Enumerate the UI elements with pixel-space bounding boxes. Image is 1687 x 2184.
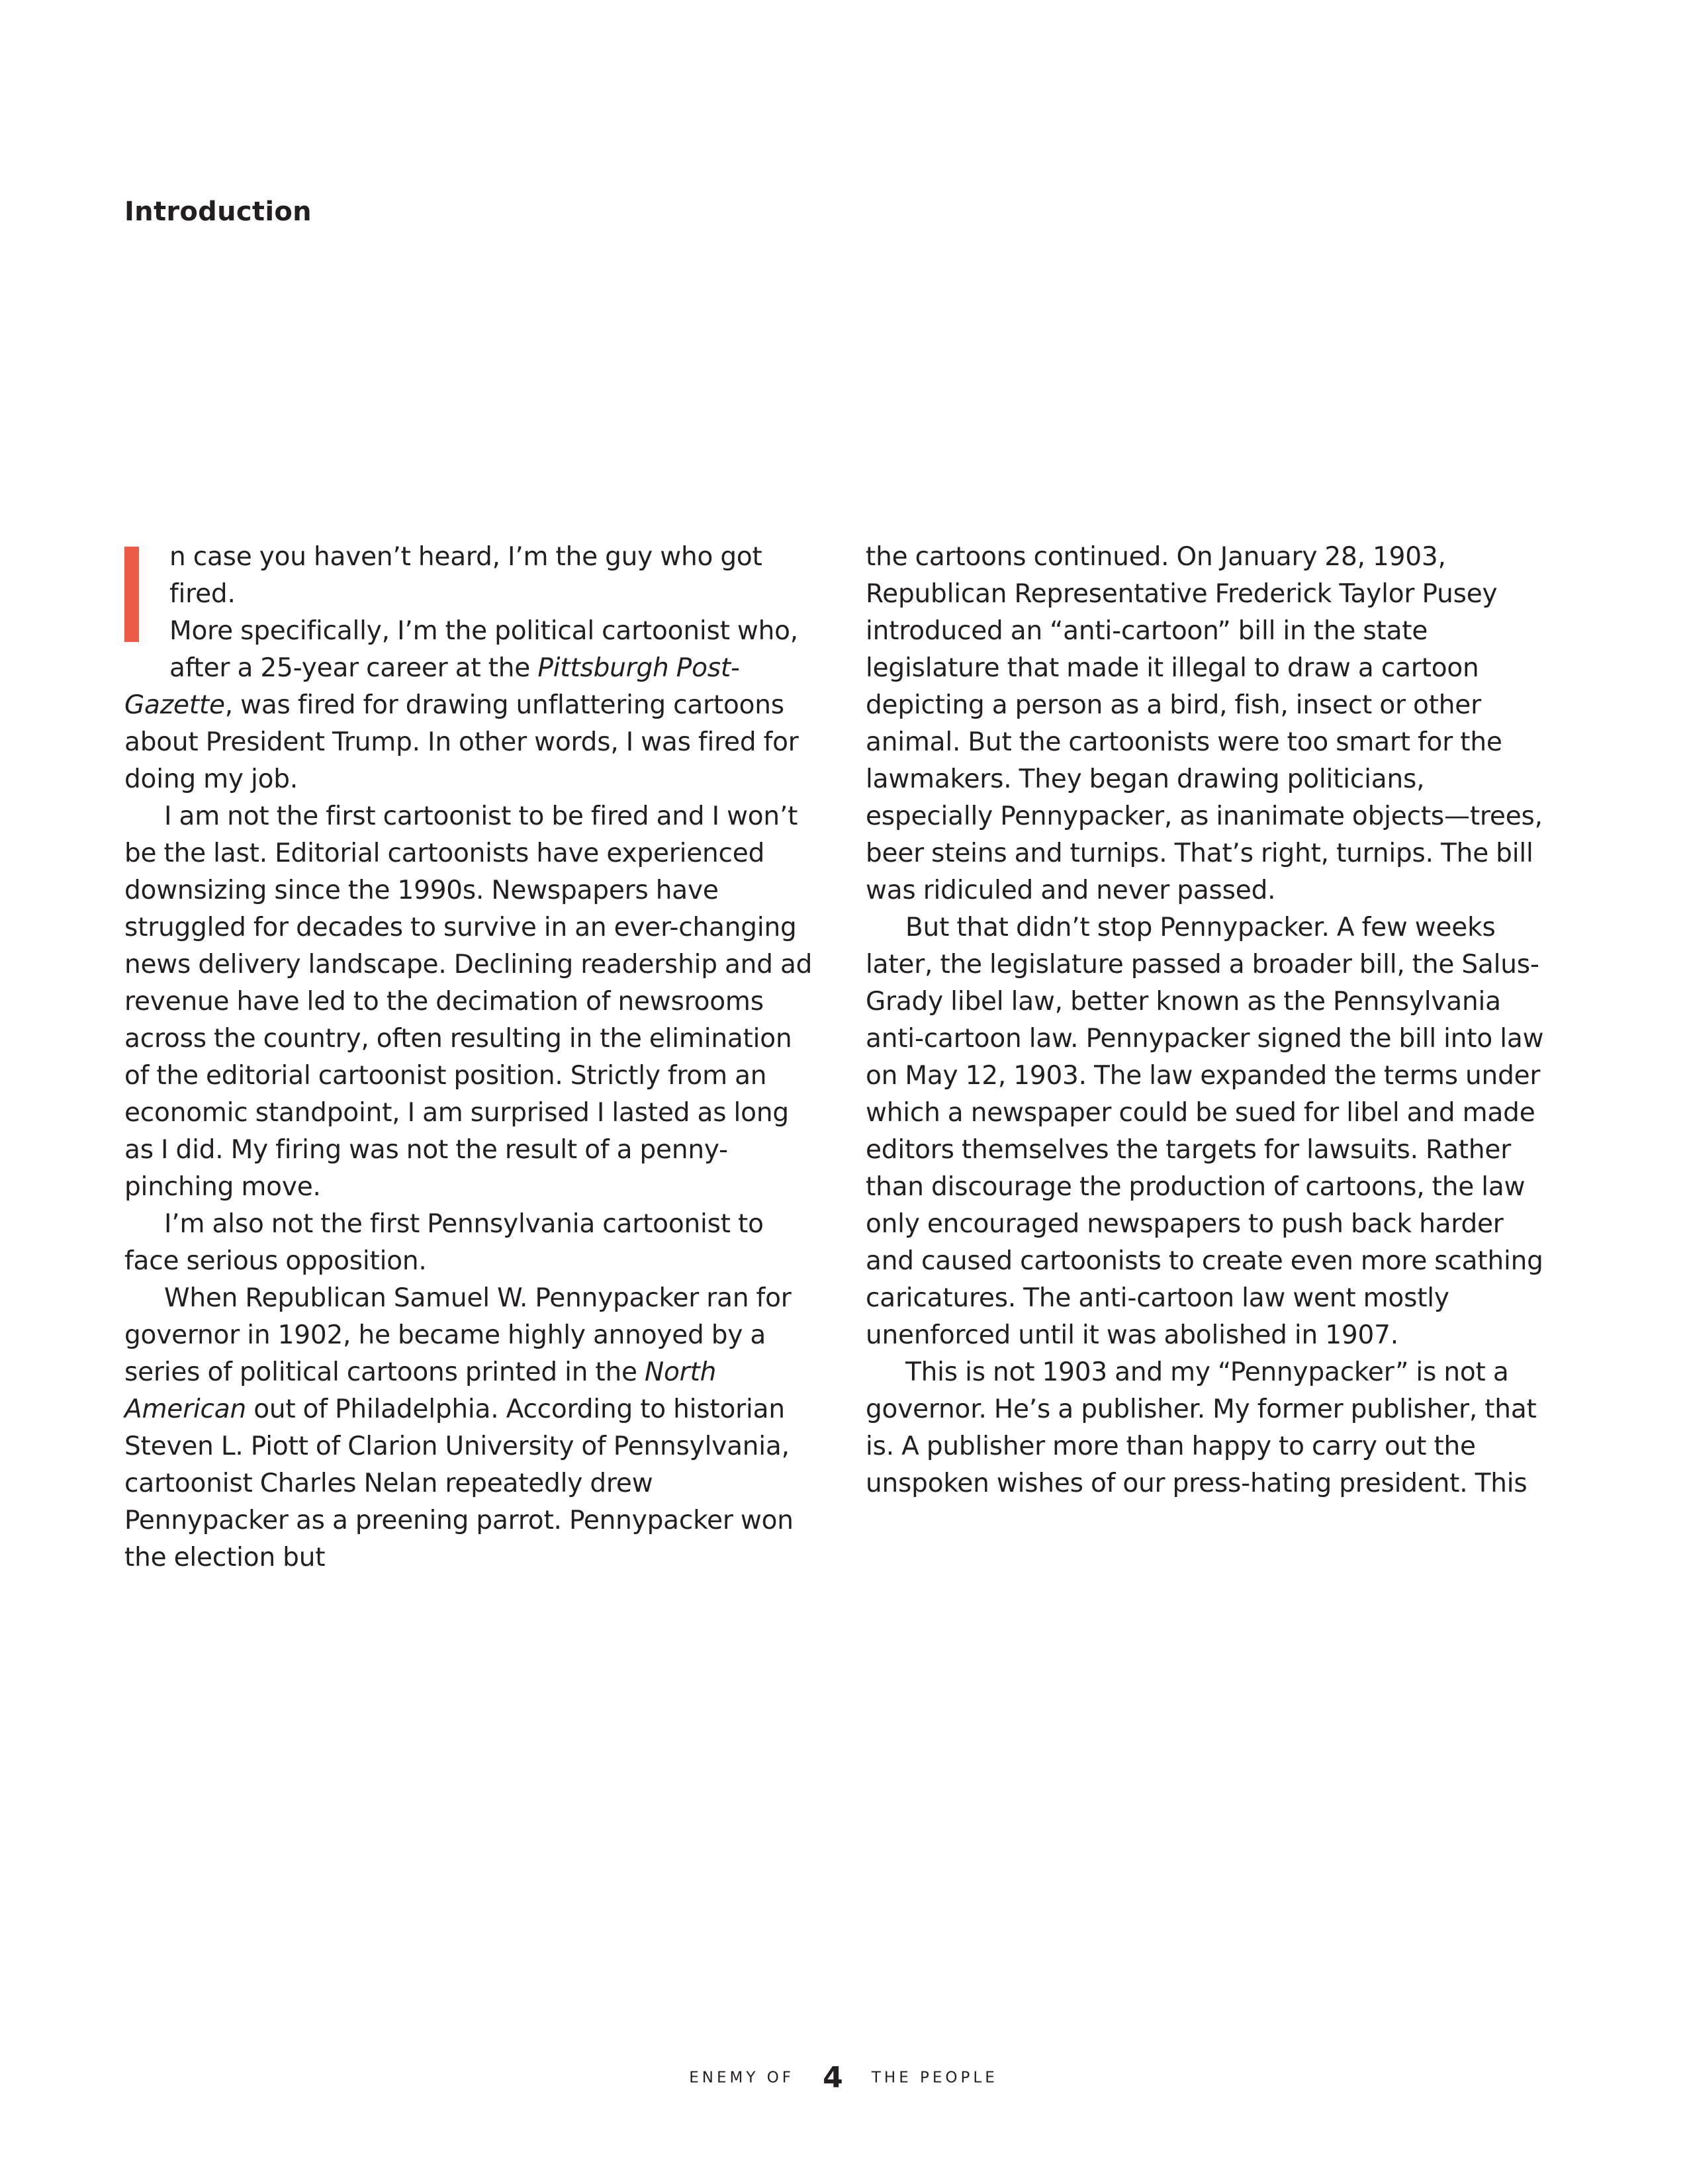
page-footer bbox=[0, 2061, 1687, 2095]
paragraph-4-text-a: When Republican Samuel W. Pennypacker ran for governor in 1902, he became highly annoyed by a series of political cartoons printed in the bbox=[124, 1283, 792, 1387]
right-column bbox=[866, 539, 1558, 1502]
opening-rest bbox=[124, 687, 817, 798]
paragraph-3: I’m also not the first Pennsylvania cartoonist to face serious opposition. bbox=[124, 1209, 764, 1276]
left-column bbox=[124, 539, 817, 1576]
drop-cap-bar bbox=[124, 547, 139, 642]
newspaper-title-part1: Pittsburgh Post- bbox=[537, 653, 740, 683]
page-number: 4 bbox=[823, 2061, 843, 2095]
paragraph-2: I am not the first cartoonist to be fired and I won’t be the last. Editorial cartoonists have experienced downsizing since the 1990s. Newspapers have struggled for decades to survive in an ever-changing news delivery landscape. Declining readership and ad revenue have led to the decimation of newsrooms across the country, often resulting in the elimination of the editorial cartoonist position. Strictly from an economic standpoint, I am surprised I lasted as long as I did. My firing was not the result of a penny-pinching move. bbox=[124, 801, 813, 1202]
opening-line-2: More specifically, I’m the political cartoonist who, bbox=[169, 616, 798, 646]
paragraph-4-text-b: out of Philadelphia. According to historian Steven L. Piott of Clarion University of Pennsylvania, cartoonist Charles Nelan repeatedly drew Pennypacker as a preening parrot. Pennypacker won the election but bbox=[124, 1394, 794, 1572]
paragraph-5: the cartoons continued. On January 28, 1903, Republican Representative Frederick Taylor Pusey introduced an “anti-cartoon” bill in the state legislature that made it illegal to draw a cartoon depicting a person as a bird, fish, insect or other animal. But the cartoonists were too smart for the lawmakers. They began drawing politicians, especially Pennypacker, as inanimate objects—trees, beer steins and turnips. That’s right, turnips. The bill was ridiculed and never passed. bbox=[866, 542, 1543, 905]
running-title-left: ENEMY OF bbox=[689, 2069, 795, 2087]
opening-line-3 bbox=[169, 650, 817, 687]
paragraph-6: But that didn’t stop Pennypacker. A few weeks later, the legislature passed a broader bill, the Salus-Grady libel law, better known as the Pennsylvania anti-cartoon law. Pennypacker signed the bill into law on May 12, 1903. The law expanded the terms under which a newspaper could be sued for libel and made editors themselves the targets for lawsuits. Rather than discourage the production of cartoons, the law only encouraged newspapers to push back harder and caused cartoonists to create even more scathing caricatures. The anti-cartoon law went mostly unenforced until it was abolished in 1907. bbox=[866, 913, 1544, 1350]
section-title: Introduction bbox=[124, 197, 312, 227]
north-american-title: North American bbox=[124, 1357, 717, 1424]
paragraph-4 bbox=[124, 1280, 817, 1576]
opening-paragraph bbox=[124, 539, 817, 798]
newspaper-title-part2: Gazette bbox=[124, 690, 225, 720]
opening-rest-text: , was fired for drawing unflattering cartoons about President Trump. In other words, I was fired for doing my job. bbox=[124, 690, 799, 794]
opening-line-3-text: after a 25-year career at the bbox=[169, 653, 538, 683]
paragraph-7: This is not 1903 and my “Pennypacker” is not a governor. He’s a publisher. My former publisher, that is. A publisher more than happy to carry out the unspoken wishes of our press-hating president. This bbox=[866, 1357, 1537, 1498]
running-title-right: THE PEOPLE bbox=[871, 2069, 998, 2087]
opening-line-1: n case you haven’t heard, I’m the guy who got fired. bbox=[169, 542, 762, 609]
